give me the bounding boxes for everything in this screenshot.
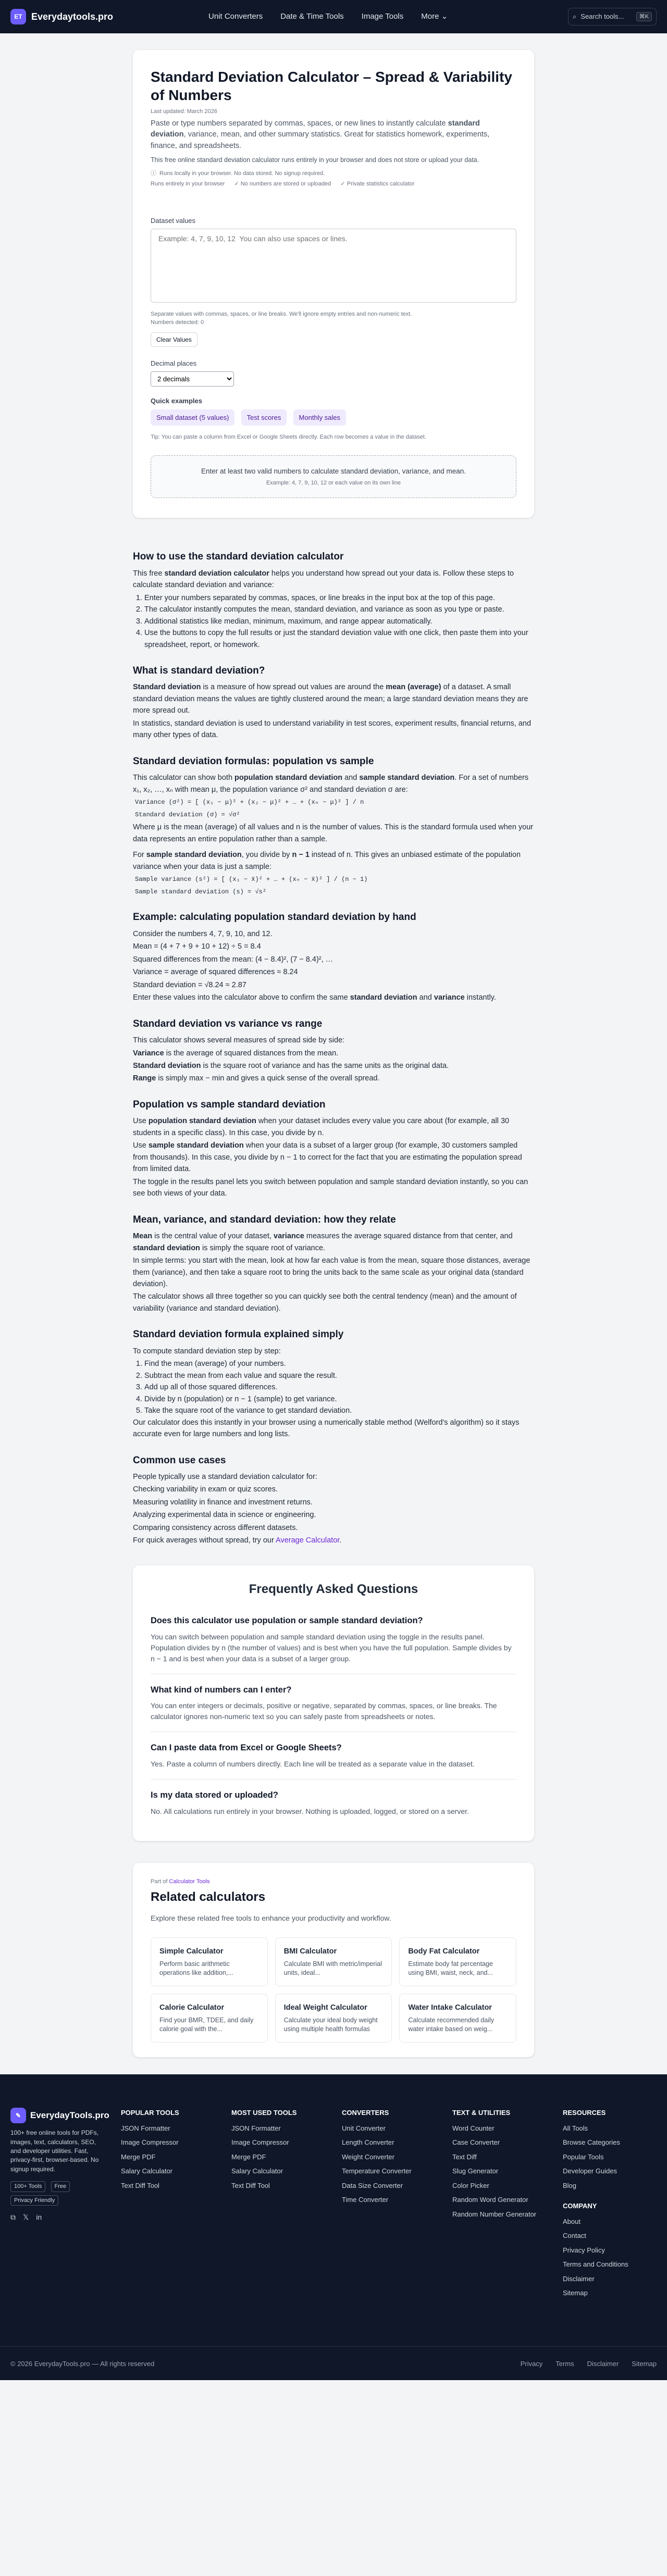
- heading-popsamp: Population vs sample standard deviation: [133, 1099, 326, 1110]
- check-icon: ✓: [340, 181, 347, 187]
- formulas-1c: and: [342, 774, 360, 782]
- footer-link[interactable]: Slug Generator: [452, 2167, 499, 2175]
- related-card-desc: Find your BMR, TDEE, and daily calorie goal with the...: [159, 2017, 254, 2033]
- badge-browser: Runs entirely in your browser: [151, 181, 225, 187]
- mean-1c: variance: [274, 1232, 304, 1241]
- footer-col-converters: [342, 2108, 452, 2346]
- how-intro: [133, 568, 534, 591]
- example-end-b: standard deviation: [350, 993, 417, 1002]
- simple-step: 4. Divide by n (population) or n − 1 (sample) to get variance.: [144, 1393, 534, 1405]
- quick-test-scores[interactable]: Test scores: [241, 409, 287, 426]
- popsamp-1c: when your dataset includes every value you care about (for example, all 30 students in a specific class). In this case, you divide by n.: [133, 1117, 510, 1137]
- popsamp-2a: Use: [133, 1141, 149, 1150]
- result-example: Example: 4, 7, 9, 10, 12 or each value on its own line: [266, 479, 401, 486]
- related-card-desc: Calculate recommended daily water intake based on weig...: [408, 2017, 494, 2033]
- related-card-desc: Calculate BMI with metric/imperial units, ideal...: [283, 1960, 382, 1976]
- what-1d: of a dataset. A small standard deviation means the values are tightly clustered around the mean; a large standard deviation means they are more spread out.: [133, 683, 528, 715]
- what-p1: [133, 681, 534, 716]
- footer-col-popular: [121, 2108, 231, 2346]
- search-icon: ⌕: [573, 13, 577, 21]
- footer-col-most-used: [231, 2108, 342, 2346]
- intro-c: , variance, mean, and other summary statistics. Great for statistics homework, experiments, finance, and spreadsheets.: [151, 130, 490, 150]
- footer-link[interactable]: Disclaimer: [563, 2274, 595, 2283]
- footer-brand-desc: 100+ free online tools for PDFs, images, text, calculators, SEO, and developer utilities. Fast, privacy-first, browser-based. No signup required.: [10, 2129, 99, 2173]
- search-placeholder: Search tools...: [580, 13, 624, 21]
- footer-link[interactable]: Temperature Converter: [342, 2167, 412, 2175]
- faq-question: Is my data stored or uploaded?: [151, 1790, 278, 1800]
- footer-link[interactable]: Text Diff: [452, 2152, 477, 2161]
- uses-line: Measuring volatility in finance and investment returns.: [133, 1498, 313, 1507]
- footer-link[interactable]: Length Converter: [342, 2138, 394, 2147]
- faq-answer: Yes. Paste a column of numbers directly. Each line will be treated as a separate value in the dataset.: [151, 1760, 475, 1769]
- mean-1f: is simply the square root of variance.: [200, 1243, 326, 1252]
- how-a: This free: [133, 569, 165, 578]
- copyright: © 2026 EverydayTools.pro — All rights reserved: [10, 2359, 155, 2368]
- uses-line: Comparing consistency across different datasets.: [133, 1523, 298, 1532]
- related-grid: [151, 1937, 516, 2043]
- uses-end: [133, 1535, 534, 1546]
- badge-private-text: Private statistics calculator: [347, 181, 415, 187]
- heading-what: What is standard deviation?: [133, 665, 265, 676]
- related-card-simple[interactable]: [151, 1937, 268, 1986]
- twitter-icon[interactable]: 𝕏: [23, 2213, 29, 2222]
- how-step: 4. Use the buttons to copy the full results or just the standard deviation value with one click, then paste them into your spreadsheet, report, or homework.: [144, 627, 534, 651]
- heading-vs: Standard deviation vs variance vs range: [133, 1018, 323, 1029]
- footer-bottom-link[interactable]: Sitemap: [632, 2359, 657, 2368]
- what-p2: In statistics, standard deviation is used to understand variability in test scores, experiment results, financial returns, and many other types of data.: [133, 719, 532, 740]
- formula-sample-sd: Sample standard deviation (s) = √s²: [133, 887, 268, 898]
- footer-col-title: POPULAR TOOLS: [121, 2109, 179, 2117]
- faq-item: [151, 1732, 516, 1779]
- related-card-title: Calorie Calculator: [159, 2003, 225, 2012]
- vs-sd: [133, 1060, 534, 1072]
- privacy-note: This free online standard deviation calculator runs entirely in your browser and does not store or upload your data.: [151, 156, 479, 164]
- heading-mean: Mean, variance, and standard deviation: how they relate: [133, 1214, 396, 1225]
- footer-link[interactable]: Popular Tools: [563, 2152, 604, 2161]
- footer-link[interactable]: Random Number Generator: [452, 2210, 537, 2218]
- nav-links: [208, 11, 568, 23]
- formulas-3e: instead of n. This gives an unbiased estimate of the population variance when your data is just a sample:: [133, 851, 521, 871]
- nav-link-image-tools[interactable]: Image Tools: [361, 11, 404, 21]
- footer-link[interactable]: Weight Converter: [342, 2152, 394, 2161]
- footer-link[interactable]: Case Converter: [452, 2138, 500, 2147]
- popsamp-p3: The toggle in the results panel lets you switch between population and sample standard deviation instantly, so you can see both views of your data.: [133, 1177, 528, 1198]
- popsamp-2c: when your data is a subset of a larger group (for example, 30 customers sampled from thousands). In this case, you divide by n − 1 to correct for the fact that you are estimating the population spread from limited data.: [133, 1141, 522, 1174]
- badge-not-stored-text: No numbers are stored or uploaded: [240, 181, 331, 187]
- footer-link[interactable]: Text Diff Tool: [231, 2181, 270, 2189]
- footer-link[interactable]: Merge PDF: [121, 2152, 156, 2161]
- page-title: Standard Deviation Calculator – Spread & Variability of Numbers: [151, 69, 512, 103]
- vs-1a: Variance: [133, 1049, 164, 1057]
- vs-3b: is simply max − min and gives a quick sense of the overall spread.: [156, 1074, 380, 1083]
- footer-link[interactable]: Data Size Converter: [342, 2181, 403, 2189]
- results-placeholder: [151, 455, 516, 499]
- footer-link[interactable]: About: [563, 2217, 580, 2225]
- footer-link[interactable]: Image Compressor: [121, 2138, 179, 2147]
- quick-examples: [151, 409, 516, 426]
- vs-2b: is the square root of variance and has the same units as the original data.: [201, 1062, 449, 1070]
- local-note-text: Runs locally in your browser. No data stored. No signup required.: [159, 170, 325, 177]
- footer-logo-icon: ✎: [10, 2108, 26, 2123]
- footer-link[interactable]: Blog: [563, 2181, 577, 2189]
- heading-uses: Common use cases: [133, 1454, 226, 1466]
- search-button[interactable]: [568, 8, 657, 26]
- vs-2a: Standard deviation: [133, 1062, 201, 1070]
- local-note: [151, 169, 516, 178]
- quick-small-dataset[interactable]: Small dataset (5 values): [151, 409, 234, 426]
- footer-bottom-link[interactable]: Terms: [555, 2359, 574, 2368]
- simple-steps: [133, 1358, 534, 1416]
- result-title: Enter at least two valid numbers to calculate standard deviation, variance, and mean.: [201, 467, 466, 475]
- footer-link[interactable]: Terms and Conditions: [563, 2260, 628, 2269]
- footer-tag: 100+ Tools: [10, 2181, 45, 2192]
- clear-values-button[interactable]: Clear Values: [151, 332, 197, 347]
- related-card-title: BMI Calculator: [283, 1947, 337, 1956]
- search-shortcut: ⌘K: [636, 12, 652, 22]
- example-line: Mean = (4 + 7 + 9 + 10 + 12) ÷ 5 = 8.4: [133, 942, 261, 951]
- how-step: 2. The calculator instantly computes the mean, standard deviation, and variance as soon as you type or paste.: [144, 604, 534, 615]
- popsamp-2b: sample standard deviation: [148, 1141, 244, 1150]
- faq-item: [151, 1779, 516, 1826]
- faq-title: Frequently Asked Questions: [249, 1582, 418, 1596]
- footer-bottom-link[interactable]: Privacy: [520, 2359, 543, 2368]
- faq-question: Can I paste data from Excel or Google Sheets?: [151, 1743, 342, 1753]
- how-step: 3. Additional statistics like median, minimum, maximum, and range appear automatically.: [144, 616, 534, 627]
- intro-text: [151, 118, 516, 152]
- formulas-p3: [133, 849, 534, 873]
- example-end-c: and: [417, 993, 434, 1002]
- mean-p1: [133, 1230, 534, 1254]
- mean-1a: Mean: [133, 1232, 153, 1241]
- calculator-card: [133, 50, 534, 518]
- related-card-calorie[interactable]: [151, 1994, 268, 2043]
- footer-link[interactable]: Contact: [563, 2232, 586, 2240]
- formulas-1d: sample standard deviation: [359, 774, 455, 782]
- what-1a: Standard deviation: [133, 683, 201, 692]
- footer-link[interactable]: Unit Converter: [342, 2124, 386, 2132]
- site-logo[interactable]: [10, 9, 208, 24]
- formulas-3c: , you divide by: [241, 851, 292, 860]
- mean-1d: measures the average squared distance from that center, and: [304, 1232, 513, 1241]
- formula-sample-variance: Sample variance (s²) = [ (x₁ − x̄)² + … + (xₙ − x̄)² ] / (n − 1): [133, 874, 370, 885]
- faq-answer: You can enter integers or decimals, positive or negative, separated by commas, spaces, or line breaks. The calculator ignores non-numeric text so you can safely paste from spreadsheets or notes.: [151, 1701, 497, 1721]
- footer-link[interactable]: Sitemap: [563, 2289, 588, 2297]
- heading-example: Example: calculating population standard deviation by hand: [133, 912, 416, 923]
- decimal-select[interactable]: [151, 371, 234, 387]
- vs-intro: This calculator shows several measures of spread side by side:: [133, 1036, 345, 1045]
- example-end-a: Enter these values into the calculator above to confirm the same: [133, 993, 350, 1002]
- uses-line: Analyzing experimental data in science or engineering.: [133, 1511, 316, 1520]
- uses-line: Checking variability in exam or quiz scores.: [133, 1485, 278, 1494]
- tip-text: Tip: You can paste a column from Excel or Google Sheets directly. Each row becomes a value in the dataset.: [151, 434, 426, 440]
- example-line: Consider the numbers 4, 7, 9, 10, and 12.: [133, 929, 273, 938]
- footer-link[interactable]: Color Picker: [452, 2181, 489, 2189]
- example-line: Variance = average of squared differences ≈ 8.24: [133, 968, 298, 977]
- nav-link-date-time[interactable]: Date & Time Tools: [280, 11, 344, 21]
- footer-brand-name: EverydayTools.pro: [30, 2110, 109, 2121]
- formula-population-sd: Standard deviation (σ) = √σ²: [133, 810, 242, 820]
- mean-p2: In simple terms: you start with the mean, look at how far each value is from the mean, square those distances, average them (variance), and then take a square root to bring the units back to the same scale as your original data (standard deviation).: [133, 1256, 530, 1288]
- part-of-a: Part of: [151, 1878, 169, 1885]
- faq-item: [151, 1605, 516, 1674]
- related-card-desc: Calculate your ideal body weight using multiple health formulas: [283, 2017, 378, 2033]
- footer-link[interactable]: Text Diff Tool: [121, 2181, 159, 2189]
- footer-link[interactable]: Salary Calculator: [231, 2167, 283, 2175]
- quick-examples-label: Quick examples: [151, 397, 202, 405]
- faq-question: Does this calculator use population or sample standard deviation?: [151, 1615, 423, 1625]
- footer-link[interactable]: JSON Formatter: [121, 2124, 170, 2132]
- popsamp-p2: [133, 1140, 534, 1175]
- related-subtitle: Explore these related free tools to enhance your productivity and workflow.: [151, 1914, 391, 1923]
- footer-link[interactable]: Salary Calculator: [121, 2167, 172, 2175]
- info-icon: ⓘ: [151, 170, 156, 177]
- nav-link-unit-converters[interactable]: Unit Converters: [208, 11, 263, 21]
- intro-b: standard deviation: [151, 119, 480, 139]
- badge-private: [340, 180, 414, 189]
- vs-variance: [133, 1048, 534, 1059]
- simple-intro: To compute standard deviation step by step:: [133, 1347, 281, 1355]
- footer-link[interactable]: Merge PDF: [231, 2152, 266, 2161]
- faq-section: [133, 1565, 534, 1841]
- footer-link[interactable]: Time Converter: [342, 2196, 389, 2204]
- what-1b: is a measure of how spread out values are around the: [201, 683, 386, 692]
- formula-population-variance: Variance (σ²) = [ (x₁ − μ)² + (x₂ − μ)² + … + (xₙ − μ)² ] / n: [133, 797, 366, 808]
- example-end-e: instantly.: [464, 993, 496, 1002]
- footer-link[interactable]: Developer Guides: [563, 2167, 617, 2175]
- heading-how: How to use the standard deviation calculator: [133, 551, 344, 563]
- footer-col-title: COMPANY: [563, 2202, 597, 2210]
- footer-link[interactable]: Random Word Generator: [452, 2196, 528, 2204]
- dataset-label: Dataset values: [151, 216, 195, 225]
- nav-more-label: More: [421, 11, 439, 21]
- how-steps: [133, 592, 534, 651]
- related-card-bmi[interactable]: [275, 1937, 392, 1986]
- how-step: 1. Enter your numbers separated by commas, spaces, or line breaks in the input box at the top of this page.: [144, 592, 534, 604]
- dataset-hint: Separate values with commas, spaces, or line breaks. We'll ignore empty entries and non-numeric text.: [151, 310, 412, 317]
- decimal-label: Decimal places: [151, 359, 197, 367]
- uses-end-a: For quick averages without spread, try our: [133, 1536, 276, 1545]
- formulas-1b: population standard deviation: [234, 774, 343, 782]
- footer-bottom-link[interactable]: Disclaimer: [587, 2359, 619, 2368]
- chevron-down-icon: ⌄: [441, 11, 448, 21]
- popsamp-1a: Use: [133, 1117, 149, 1126]
- linkedin-icon[interactable]: in: [36, 2213, 42, 2222]
- vs-range: [133, 1073, 534, 1084]
- related-card-desc: Estimate body fat percentage using BMI, waist, neck, and...: [408, 1960, 493, 1976]
- formulas-3d: n − 1: [292, 851, 310, 860]
- formulas-3b: sample standard deviation: [146, 851, 242, 860]
- footer-col-text: [452, 2108, 563, 2346]
- footer-tag: Free: [51, 2181, 70, 2192]
- heading-formulas: Standard deviation formulas: population vs sample: [133, 755, 374, 767]
- related-section: [133, 1863, 534, 2058]
- footer-tag: Privacy Friendly: [10, 2195, 58, 2206]
- example-line: Standard deviation = √8.24 ≈ 2.87: [133, 980, 246, 989]
- footer-link[interactable]: Browse Categories: [563, 2138, 620, 2147]
- footer-link[interactable]: Word Counter: [452, 2124, 495, 2132]
- check-icon: ✓: [234, 181, 241, 187]
- footer-link[interactable]: All Tools: [563, 2124, 588, 2132]
- simple-step: 2. Subtract the mean from each value and square the result.: [144, 1370, 534, 1382]
- simple-step: 3. Add up all of those squared differences.: [144, 1382, 534, 1393]
- related-card-body-fat[interactable]: [399, 1937, 516, 1986]
- logo-badge: ET: [10, 9, 26, 24]
- formulas-1e: . For a set of numbers x₁, x₂, …, xₙ with mean μ, the population variance σ² and standard deviation σ are:: [133, 774, 529, 794]
- uses-end-b: .: [339, 1536, 342, 1545]
- part-of: [151, 1877, 516, 1886]
- footer-col-title: CONVERTERS: [342, 2109, 389, 2117]
- faq-item: [151, 1674, 516, 1733]
- popsamp-1b: population standard deviation: [148, 1117, 256, 1126]
- quick-monthly-sales[interactable]: Monthly sales: [293, 409, 346, 426]
- footer-link[interactable]: Image Compressor: [231, 2138, 289, 2147]
- footer-col-title: RESOURCES: [563, 2109, 606, 2117]
- top-nav: [0, 0, 667, 33]
- heading-simple: Standard deviation formula explained simply: [133, 1329, 344, 1340]
- related-card-title: Ideal Weight Calculator: [283, 2003, 367, 2012]
- logo-text: Everydaytools.pro: [31, 11, 114, 22]
- formulas-1a: This calculator can show both: [133, 774, 235, 782]
- bluesky-icon[interactable]: ⧉: [10, 2213, 16, 2222]
- last-updated: Last updated: March 2026: [151, 108, 217, 115]
- vs-1b: is the average of squared distances from the mean.: [164, 1049, 339, 1057]
- badge-not-stored: [234, 180, 331, 189]
- simple-step: 5. Take the square root of the variance to get standard deviation.: [144, 1405, 534, 1416]
- footer-col-title: TEXT & UTILITIES: [452, 2109, 511, 2117]
- popsamp-p1: [133, 1115, 534, 1139]
- related-card-title: Simple Calculator: [159, 1947, 224, 1956]
- faq-answer: You can switch between population and sample standard deviation using the toggle in the results panel. Population divides by n (the number of values) and is best when you have the full population. Sample divides by n − 1 and is best when your data is a subset of a larger group.: [151, 1632, 512, 1663]
- example-end: [133, 992, 534, 1003]
- calculator-tools-link[interactable]: Calculator Tools: [169, 1878, 210, 1885]
- footer-col-resources: [563, 2108, 657, 2346]
- related-title: Related calculators: [151, 1890, 266, 1905]
- example-end-d: variance: [434, 993, 465, 1002]
- related-card-ideal-weight[interactable]: [275, 1994, 392, 2043]
- simple-step: 1. Find the mean (average) of your numbers.: [144, 1358, 534, 1370]
- uses-line: People typically use a standard deviation calculator for:: [133, 1473, 317, 1481]
- related-card-desc: Perform basic arithmetic operations like addition,...: [159, 1960, 233, 1976]
- mean-1b: is the central value of your dataset,: [152, 1232, 274, 1241]
- related-card-title: Water Intake Calculator: [408, 2003, 492, 2012]
- what-1c: mean (average): [386, 683, 441, 692]
- faq-answer: No. All calculations run entirely in your browser. Nothing is uploaded, logged, or stored on a server.: [151, 1807, 469, 1815]
- footer-brand: [10, 2108, 121, 2346]
- footer-link[interactable]: JSON Formatter: [231, 2124, 281, 2132]
- nav-link-more[interactable]: [421, 11, 448, 23]
- footer-bottom: [0, 2346, 667, 2380]
- article: [133, 518, 534, 1547]
- related-card-water[interactable]: [399, 1994, 516, 2043]
- related-card-title: Body Fat Calculator: [408, 1947, 480, 1956]
- mean-p3: The calculator shows all three together so you can quickly see both the central tendency (mean) and the amount of variability (variance and standard deviation).: [133, 1292, 517, 1313]
- intro-a: Paste or type numbers separated by commas, spaces, or new lines to instantly calculate: [151, 119, 448, 128]
- privacy-badges: [151, 180, 516, 189]
- formulas-3a: For: [133, 851, 146, 860]
- footer-link[interactable]: Privacy Policy: [563, 2246, 605, 2254]
- how-c: helps you understand how spread out your data is. Follow these steps to calculate standard deviation and variance:: [133, 569, 514, 590]
- mean-1e: standard deviation: [133, 1243, 200, 1252]
- how-b: standard deviation calculator: [164, 569, 269, 578]
- formulas-p2: Where μ is the mean (average) of all values and n is the number of values. This is the standard formula used when your data represents an entire population rather than a sample.: [133, 823, 534, 843]
- dataset-input[interactable]: [151, 229, 516, 303]
- simple-end: Our calculator does this instantly in your browser using a numerically stable method (Welford's algorithm) so it stays accurate even for large numbers and long lists.: [133, 1418, 520, 1439]
- footer-col-title: MOST USED TOOLS: [231, 2109, 297, 2117]
- numbers-detected: Numbers detected: 0: [151, 319, 204, 326]
- formulas-p1: [133, 772, 534, 795]
- faq-question: What kind of numbers can I enter?: [151, 1685, 292, 1695]
- vs-3a: Range: [133, 1074, 156, 1083]
- average-calculator-link[interactable]: Average Calculator: [276, 1536, 340, 1545]
- example-line: Squared differences from the mean: (4 − 8.4)², (7 − 8.4)², …: [133, 955, 334, 964]
- footer: [0, 2074, 667, 2380]
